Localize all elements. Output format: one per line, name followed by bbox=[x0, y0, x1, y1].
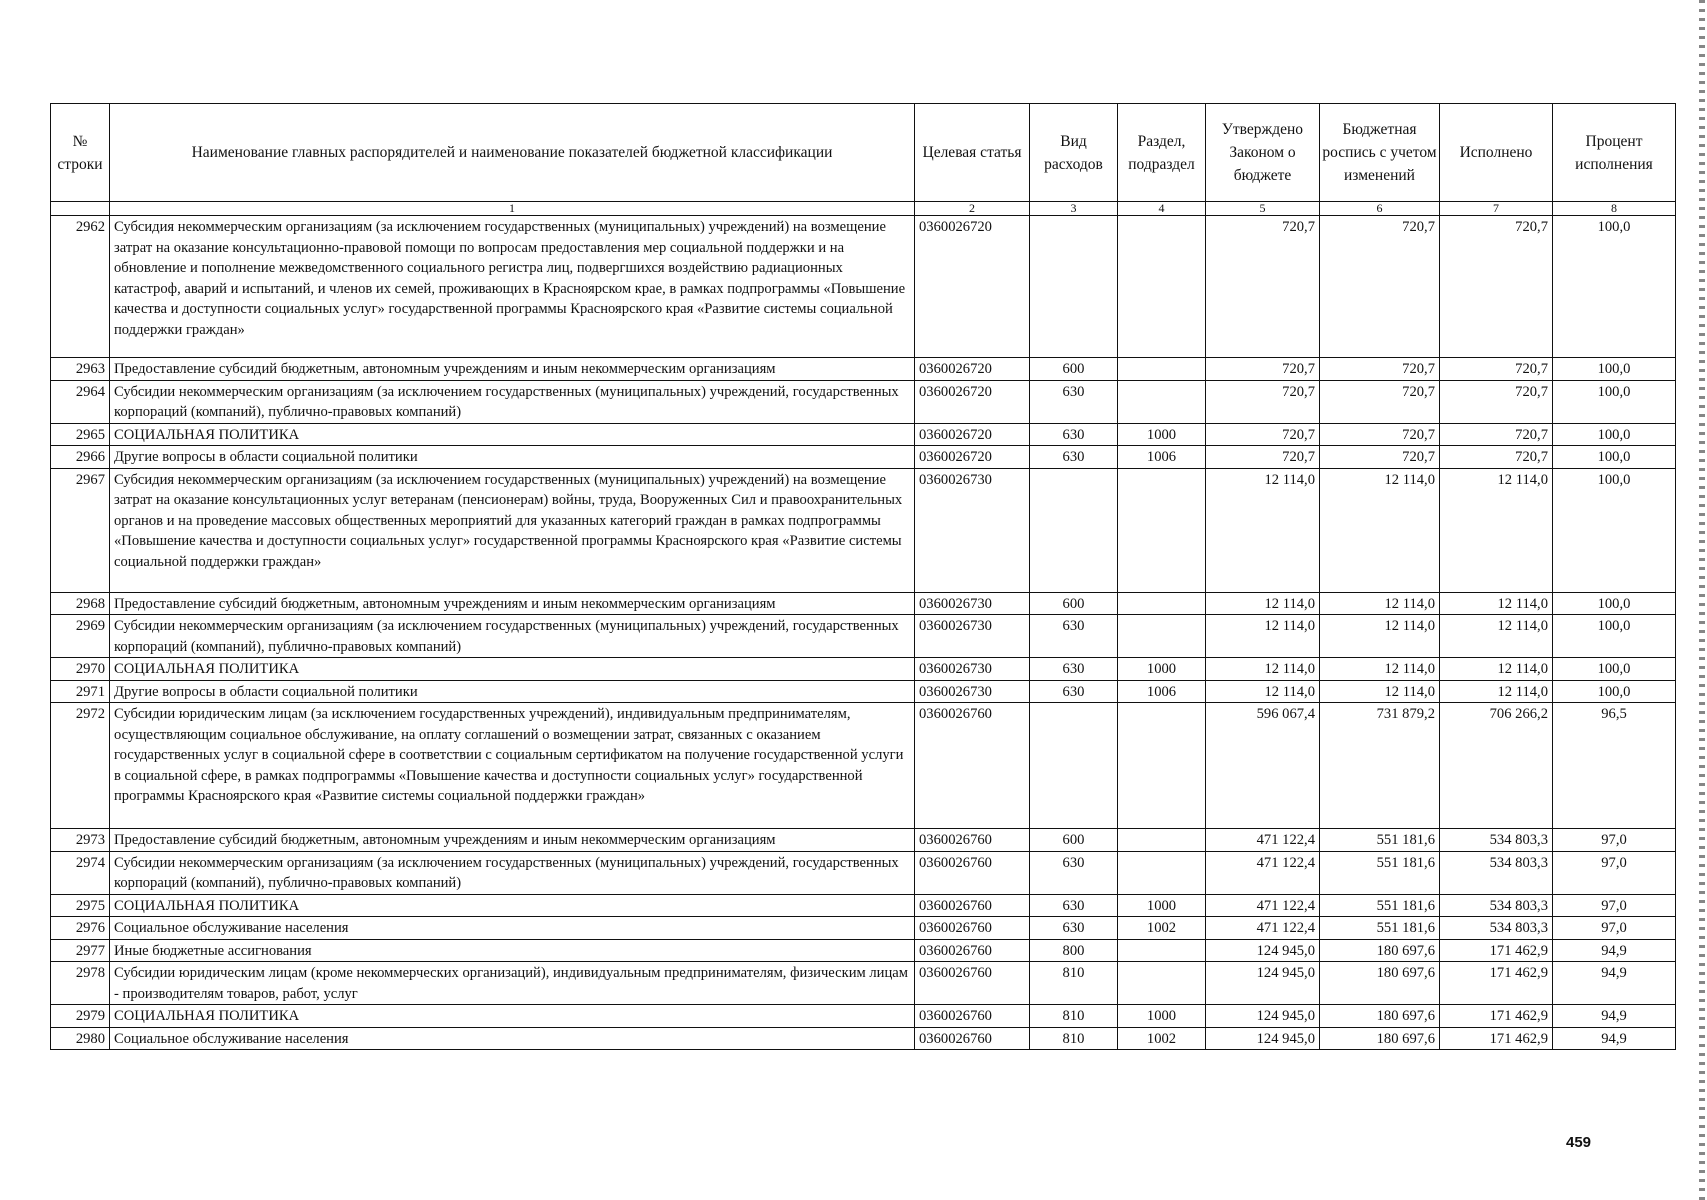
row-executed: 12 114,0 bbox=[1440, 680, 1553, 703]
row-number: 2978 bbox=[51, 962, 110, 1005]
row-section bbox=[1118, 829, 1206, 852]
row-name: Другие вопросы в области социальной политики bbox=[110, 446, 915, 469]
row-expense-type: 630 bbox=[1030, 917, 1118, 940]
row-budget-plan: 180 697,6 bbox=[1320, 962, 1440, 1005]
row-budget-plan: 12 114,0 bbox=[1320, 615, 1440, 658]
row-approved: 12 114,0 bbox=[1206, 615, 1320, 658]
table-row bbox=[51, 939, 1676, 962]
row-expense-type: 810 bbox=[1030, 1005, 1118, 1028]
column-number: 2 bbox=[915, 202, 1030, 216]
row-budget-plan: 12 114,0 bbox=[1320, 592, 1440, 615]
row-section bbox=[1118, 358, 1206, 381]
row-name: СОЦИАЛЬНАЯ ПОЛИТИКА bbox=[110, 658, 915, 681]
row-percent: 97,0 bbox=[1553, 917, 1676, 940]
header-approved: Утверждено Законом о бюджете bbox=[1206, 104, 1320, 202]
row-budget-plan: 12 114,0 bbox=[1320, 468, 1440, 592]
table-row bbox=[51, 1005, 1676, 1028]
column-number: 6 bbox=[1320, 202, 1440, 216]
header-budget-plan: Бюджетная роспись с учетом изменений bbox=[1320, 104, 1440, 202]
row-section bbox=[1118, 939, 1206, 962]
scan-edge-mark bbox=[1699, 0, 1705, 1200]
row-section: 1000 bbox=[1118, 423, 1206, 446]
row-percent: 94,9 bbox=[1553, 1027, 1676, 1050]
header-row bbox=[51, 104, 1676, 202]
row-approved: 720,7 bbox=[1206, 358, 1320, 381]
row-expense-type: 630 bbox=[1030, 680, 1118, 703]
table-row bbox=[51, 468, 1676, 592]
row-target-article: 0360026760 bbox=[915, 962, 1030, 1005]
row-section: 1006 bbox=[1118, 446, 1206, 469]
row-number: 2974 bbox=[51, 851, 110, 894]
table-row bbox=[51, 216, 1676, 358]
column-number: 4 bbox=[1118, 202, 1206, 216]
row-section: 1006 bbox=[1118, 680, 1206, 703]
row-number: 2975 bbox=[51, 894, 110, 917]
row-budget-plan: 720,7 bbox=[1320, 358, 1440, 381]
row-name: СОЦИАЛЬНАЯ ПОЛИТИКА bbox=[110, 1005, 915, 1028]
row-approved: 720,7 bbox=[1206, 380, 1320, 423]
row-section bbox=[1118, 615, 1206, 658]
row-name: СОЦИАЛЬНАЯ ПОЛИТИКА bbox=[110, 894, 915, 917]
row-target-article: 0360026720 bbox=[915, 216, 1030, 358]
row-number: 2979 bbox=[51, 1005, 110, 1028]
row-expense-type: 630 bbox=[1030, 423, 1118, 446]
row-section bbox=[1118, 592, 1206, 615]
page-number: 459 bbox=[1566, 1134, 1592, 1151]
budget-execution-table bbox=[50, 103, 1676, 1050]
row-budget-plan: 180 697,6 bbox=[1320, 939, 1440, 962]
row-name: Субсидия некоммерческим организациям (за исключением государственных (муниципальных) учреждений) на возмещение затрат на оказание консультационно-правовой помощи по вопросам предоставления мер социальной поддержки и на обновление и пополнение межведомственного социального регистра лиц, подвергшихся воздействию радиационных катастроф, аварий и испытаний, и членов их семей, проживающих в Красноярском крае, в рамках подпрограммы «Повышение качества и доступности социальных услуг» государственной программы Красноярского края «Развитие системы социальной поддержки граждан» bbox=[110, 216, 915, 358]
row-target-article: 0360026730 bbox=[915, 615, 1030, 658]
row-number: 2976 bbox=[51, 917, 110, 940]
table-row bbox=[51, 894, 1676, 917]
row-section bbox=[1118, 216, 1206, 358]
row-section: 1002 bbox=[1118, 1027, 1206, 1050]
row-budget-plan: 720,7 bbox=[1320, 380, 1440, 423]
column-number bbox=[51, 202, 110, 216]
row-executed: 171 462,9 bbox=[1440, 939, 1553, 962]
row-executed: 534 803,3 bbox=[1440, 851, 1553, 894]
row-section: 1002 bbox=[1118, 917, 1206, 940]
table-row bbox=[51, 658, 1676, 681]
header-expense-type: Вид расходов bbox=[1030, 104, 1118, 202]
row-section bbox=[1118, 703, 1206, 829]
row-budget-plan: 551 181,6 bbox=[1320, 894, 1440, 917]
row-approved: 124 945,0 bbox=[1206, 939, 1320, 962]
table-row bbox=[51, 615, 1676, 658]
row-name: СОЦИАЛЬНАЯ ПОЛИТИКА bbox=[110, 423, 915, 446]
row-expense-type: 810 bbox=[1030, 1027, 1118, 1050]
row-section: 1000 bbox=[1118, 894, 1206, 917]
header-target-article: Целевая статья bbox=[915, 104, 1030, 202]
row-executed: 720,7 bbox=[1440, 423, 1553, 446]
row-percent: 100,0 bbox=[1553, 658, 1676, 681]
row-percent: 94,9 bbox=[1553, 1005, 1676, 1028]
row-budget-plan: 551 181,6 bbox=[1320, 851, 1440, 894]
row-executed: 720,7 bbox=[1440, 358, 1553, 381]
table-row bbox=[51, 592, 1676, 615]
row-executed: 12 114,0 bbox=[1440, 658, 1553, 681]
row-expense-type bbox=[1030, 703, 1118, 829]
table-row bbox=[51, 446, 1676, 469]
row-approved: 720,7 bbox=[1206, 423, 1320, 446]
row-approved: 12 114,0 bbox=[1206, 658, 1320, 681]
row-approved: 124 945,0 bbox=[1206, 962, 1320, 1005]
row-target-article: 0360026730 bbox=[915, 680, 1030, 703]
row-percent: 97,0 bbox=[1553, 894, 1676, 917]
row-section bbox=[1118, 962, 1206, 1005]
row-number: 2973 bbox=[51, 829, 110, 852]
row-budget-plan: 12 114,0 bbox=[1320, 658, 1440, 681]
row-number: 2972 bbox=[51, 703, 110, 829]
row-executed: 720,7 bbox=[1440, 446, 1553, 469]
column-number: 1 bbox=[110, 202, 915, 216]
row-approved: 471 122,4 bbox=[1206, 917, 1320, 940]
table-body bbox=[51, 216, 1676, 1050]
row-executed: 534 803,3 bbox=[1440, 894, 1553, 917]
row-approved: 124 945,0 bbox=[1206, 1027, 1320, 1050]
row-section: 1000 bbox=[1118, 658, 1206, 681]
row-target-article: 0360026720 bbox=[915, 358, 1030, 381]
row-budget-plan: 180 697,6 bbox=[1320, 1027, 1440, 1050]
row-executed: 534 803,3 bbox=[1440, 917, 1553, 940]
row-number: 2964 bbox=[51, 380, 110, 423]
row-target-article: 0360026730 bbox=[915, 468, 1030, 592]
row-expense-type: 630 bbox=[1030, 658, 1118, 681]
header-row-number: № строки bbox=[51, 104, 110, 202]
column-number: 5 bbox=[1206, 202, 1320, 216]
row-number: 2971 bbox=[51, 680, 110, 703]
row-percent: 97,0 bbox=[1553, 851, 1676, 894]
row-expense-type bbox=[1030, 468, 1118, 592]
table-row bbox=[51, 358, 1676, 381]
row-approved: 720,7 bbox=[1206, 446, 1320, 469]
row-section bbox=[1118, 380, 1206, 423]
row-name: Субсидии некоммерческим организациям (за исключением государственных (муниципальных) учреждений, государственных корпораций (компаний), публично-правовых компаний) bbox=[110, 615, 915, 658]
row-name: Субсидии юридическим лицам (за исключением государственных учреждений), индивидуальным предпринимателям, осуществляющим социальное обслуживание, на оплату соглашений о возмещении затрат, связанных с оказанием государственных услуг в социальной сфере в соответствии с социальным сертификатом на получение государственной услуги в социальной сфере, в рамках подпрограммы «Повышение качества и доступности социальных услуг» государственной программы Красноярского края «Развитие системы социальной поддержки граждан» bbox=[110, 703, 915, 829]
row-name: Предоставление субсидий бюджетным, автономным учреждениям и иным некоммерческим организациям bbox=[110, 829, 915, 852]
row-expense-type: 800 bbox=[1030, 939, 1118, 962]
row-target-article: 0360026760 bbox=[915, 703, 1030, 829]
row-expense-type: 630 bbox=[1030, 446, 1118, 469]
row-number: 2963 bbox=[51, 358, 110, 381]
row-name: Субсидии некоммерческим организациям (за исключением государственных (муниципальных) учреждений, государственных корпораций (компаний), публично-правовых компаний) bbox=[110, 380, 915, 423]
row-percent: 100,0 bbox=[1553, 615, 1676, 658]
row-expense-type: 810 bbox=[1030, 962, 1118, 1005]
row-executed: 171 462,9 bbox=[1440, 1005, 1553, 1028]
row-percent: 96,5 bbox=[1553, 703, 1676, 829]
row-executed: 12 114,0 bbox=[1440, 615, 1553, 658]
row-expense-type: 630 bbox=[1030, 615, 1118, 658]
row-expense-type: 630 bbox=[1030, 851, 1118, 894]
row-expense-type: 600 bbox=[1030, 592, 1118, 615]
row-percent: 94,9 bbox=[1553, 962, 1676, 1005]
row-number: 2968 bbox=[51, 592, 110, 615]
row-approved: 124 945,0 bbox=[1206, 1005, 1320, 1028]
row-target-article: 0360026720 bbox=[915, 446, 1030, 469]
table-row bbox=[51, 962, 1676, 1005]
column-number: 8 bbox=[1553, 202, 1676, 216]
header-executed: Исполнено bbox=[1440, 104, 1553, 202]
row-percent: 94,9 bbox=[1553, 939, 1676, 962]
row-target-article: 0360026760 bbox=[915, 894, 1030, 917]
column-number-row bbox=[51, 202, 1676, 216]
row-number: 2970 bbox=[51, 658, 110, 681]
table-row bbox=[51, 829, 1676, 852]
row-target-article: 0360026720 bbox=[915, 423, 1030, 446]
row-percent: 100,0 bbox=[1553, 446, 1676, 469]
row-target-article: 0360026760 bbox=[915, 1027, 1030, 1050]
row-number: 2969 bbox=[51, 615, 110, 658]
row-name: Иные бюджетные ассигнования bbox=[110, 939, 915, 962]
row-budget-plan: 551 181,6 bbox=[1320, 829, 1440, 852]
row-executed: 171 462,9 bbox=[1440, 1027, 1553, 1050]
row-budget-plan: 551 181,6 bbox=[1320, 917, 1440, 940]
column-number: 7 bbox=[1440, 202, 1553, 216]
header-section: Раздел, подраздел bbox=[1118, 104, 1206, 202]
row-approved: 12 114,0 bbox=[1206, 680, 1320, 703]
row-name: Предоставление субсидий бюджетным, автономным учреждениям и иным некоммерческим организациям bbox=[110, 358, 915, 381]
row-number: 2967 bbox=[51, 468, 110, 592]
row-expense-type: 630 bbox=[1030, 894, 1118, 917]
row-name: Субсидии некоммерческим организациям (за исключением государственных (муниципальных) учреждений, государственных корпораций (компаний), публично-правовых компаний) bbox=[110, 851, 915, 894]
row-percent: 100,0 bbox=[1553, 468, 1676, 592]
row-executed: 12 114,0 bbox=[1440, 592, 1553, 615]
row-expense-type bbox=[1030, 216, 1118, 358]
row-section: 1000 bbox=[1118, 1005, 1206, 1028]
row-expense-type: 600 bbox=[1030, 829, 1118, 852]
row-expense-type: 600 bbox=[1030, 358, 1118, 381]
row-name: Субсидия некоммерческим организациям (за исключением государственных (муниципальных) учреждений) на возмещение затрат на оказание консультационных услуг ветеранам (пенсионерам) войны, труда, Вооруженных Сил и правоохранительных органов и на проведение массовых общественных мероприятий для указанных категорий граждан в рамках подпрограммы «Повышение качества и доступности социальных услуг» государственной программы Красноярского края «Развитие системы социальной поддержки граждан» bbox=[110, 468, 915, 592]
row-section bbox=[1118, 851, 1206, 894]
row-percent: 100,0 bbox=[1553, 216, 1676, 358]
row-target-article: 0360026730 bbox=[915, 592, 1030, 615]
row-target-article: 0360026720 bbox=[915, 380, 1030, 423]
row-percent: 100,0 bbox=[1553, 592, 1676, 615]
row-budget-plan: 720,7 bbox=[1320, 216, 1440, 358]
row-executed: 534 803,3 bbox=[1440, 829, 1553, 852]
row-percent: 100,0 bbox=[1553, 423, 1676, 446]
table-row bbox=[51, 1027, 1676, 1050]
row-budget-plan: 731 879,2 bbox=[1320, 703, 1440, 829]
row-target-article: 0360026760 bbox=[915, 1005, 1030, 1028]
row-budget-plan: 720,7 bbox=[1320, 446, 1440, 469]
table-row bbox=[51, 703, 1676, 829]
row-percent: 100,0 bbox=[1553, 680, 1676, 703]
row-number: 2977 bbox=[51, 939, 110, 962]
row-budget-plan: 720,7 bbox=[1320, 423, 1440, 446]
row-number: 2980 bbox=[51, 1027, 110, 1050]
row-percent: 97,0 bbox=[1553, 829, 1676, 852]
row-percent: 100,0 bbox=[1553, 380, 1676, 423]
row-executed: 720,7 bbox=[1440, 380, 1553, 423]
row-name: Социальное обслуживание населения bbox=[110, 1027, 915, 1050]
row-budget-plan: 180 697,6 bbox=[1320, 1005, 1440, 1028]
table-row bbox=[51, 917, 1676, 940]
row-approved: 12 114,0 bbox=[1206, 592, 1320, 615]
row-name: Другие вопросы в области социальной политики bbox=[110, 680, 915, 703]
header-name: Наименование главных распорядителей и наименование показателей бюджетной классификации bbox=[110, 104, 915, 202]
row-approved: 471 122,4 bbox=[1206, 894, 1320, 917]
row-name: Субсидии юридическим лицам (кроме некоммерческих организаций), индивидуальным предпринимателям, физическим лицам - производителям товаров, работ, услуг bbox=[110, 962, 915, 1005]
row-approved: 12 114,0 bbox=[1206, 468, 1320, 592]
row-name: Предоставление субсидий бюджетным, автономным учреждениям и иным некоммерческим организациям bbox=[110, 592, 915, 615]
row-target-article: 0360026760 bbox=[915, 829, 1030, 852]
table-row bbox=[51, 680, 1676, 703]
row-number: 2966 bbox=[51, 446, 110, 469]
table-row bbox=[51, 851, 1676, 894]
row-executed: 171 462,9 bbox=[1440, 962, 1553, 1005]
row-target-article: 0360026730 bbox=[915, 658, 1030, 681]
row-target-article: 0360026760 bbox=[915, 917, 1030, 940]
column-number: 3 bbox=[1030, 202, 1118, 216]
row-section bbox=[1118, 468, 1206, 592]
row-expense-type: 630 bbox=[1030, 380, 1118, 423]
row-target-article: 0360026760 bbox=[915, 851, 1030, 894]
row-number: 2965 bbox=[51, 423, 110, 446]
row-percent: 100,0 bbox=[1553, 358, 1676, 381]
row-approved: 471 122,4 bbox=[1206, 851, 1320, 894]
table-row bbox=[51, 423, 1676, 446]
row-executed: 706 266,2 bbox=[1440, 703, 1553, 829]
row-number: 2962 bbox=[51, 216, 110, 358]
row-approved: 471 122,4 bbox=[1206, 829, 1320, 852]
row-executed: 12 114,0 bbox=[1440, 468, 1553, 592]
row-name: Социальное обслуживание населения bbox=[110, 917, 915, 940]
row-budget-plan: 12 114,0 bbox=[1320, 680, 1440, 703]
header-percent: Процент исполнения bbox=[1553, 104, 1676, 202]
table-row bbox=[51, 380, 1676, 423]
row-executed: 720,7 bbox=[1440, 216, 1553, 358]
row-approved: 596 067,4 bbox=[1206, 703, 1320, 829]
row-approved: 720,7 bbox=[1206, 216, 1320, 358]
row-target-article: 0360026760 bbox=[915, 939, 1030, 962]
